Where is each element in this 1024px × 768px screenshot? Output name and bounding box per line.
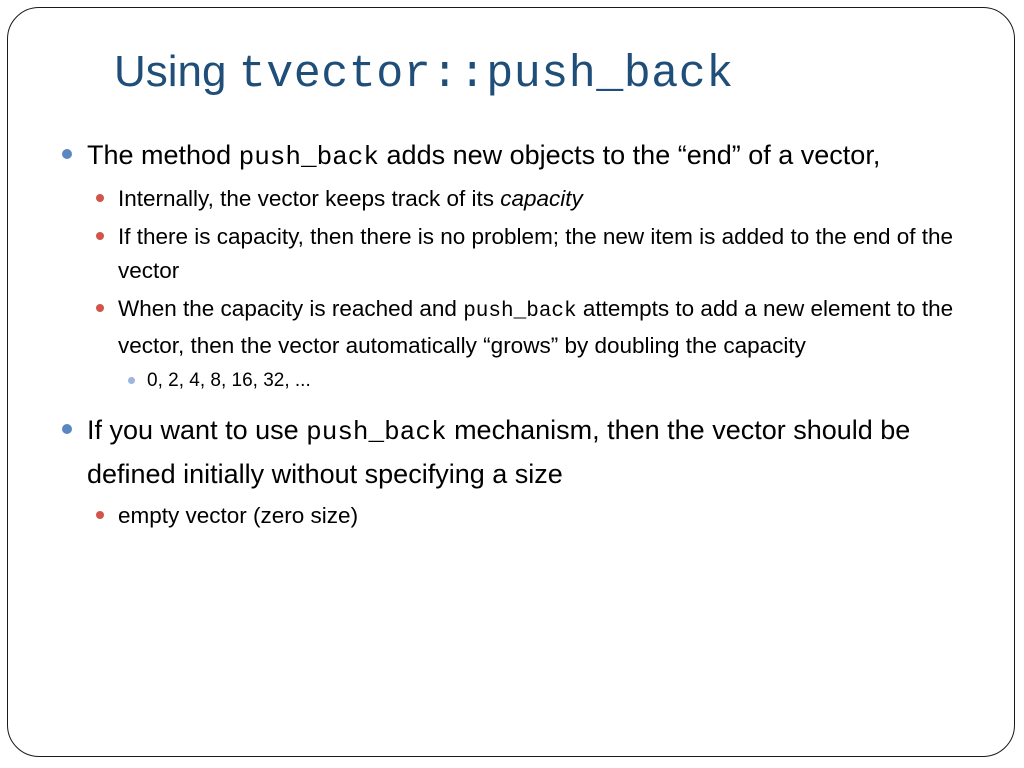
bullet-code: push_back (238, 142, 380, 172)
title-prefix: Using (114, 47, 239, 96)
sub-bullet-text: empty vector (zero size) (118, 503, 359, 528)
bullet-text-post: adds new objects to the “end” of a vector, (379, 140, 881, 170)
sub-bullet-dot-icon (96, 304, 104, 312)
slide-content (58, 134, 968, 533)
sub-bullet-grows (58, 292, 968, 363)
bullet-text-pre: The method (87, 140, 239, 170)
sub-bullet-dot-icon (96, 232, 104, 240)
sub-bullet-no-problem (58, 220, 968, 288)
sub-bullet-italic: capacity (500, 186, 583, 211)
sub-bullet-text-post: attempts to add a new element to the vector, then the vector automatically “grows” by doubling the capacity (118, 296, 954, 358)
sub-bullet-code: push_back (463, 300, 577, 323)
sub-bullet-dot-icon (96, 194, 104, 202)
sub-bullet-empty-vector (58, 499, 968, 533)
title-code: tvector::push_back (238, 49, 734, 100)
bullet-dot-icon (62, 424, 72, 434)
sub-bullet-dot-icon (96, 511, 104, 519)
bullet-code: push_back (306, 417, 447, 447)
bullet-dot-icon (62, 149, 72, 159)
sub-sub-bullet-dot-icon (128, 377, 135, 384)
sub-bullet-capacity (58, 182, 968, 216)
slide-title (114, 44, 734, 103)
sub-sub-bullet-sequence (58, 367, 968, 395)
sub-bullet-text: If there is capacity, then there is no problem; the new item is added to the end of the vector (118, 224, 954, 283)
sub-bullet-text-pre: Internally, the vector keeps track of its (118, 186, 501, 211)
bullet-push-back-method (58, 134, 968, 178)
sub-sub-bullet-text: 0, 2, 4, 8, 16, 32, ... (147, 370, 311, 391)
bullet-text-pre: If you want to use (87, 415, 307, 445)
bullet-text-post: mechanism, then the vector should be defined initially without specifying a size (87, 415, 911, 489)
sub-bullet-text-pre: When the capacity is reached and (118, 296, 464, 321)
bullet-use-push-back (58, 409, 968, 495)
